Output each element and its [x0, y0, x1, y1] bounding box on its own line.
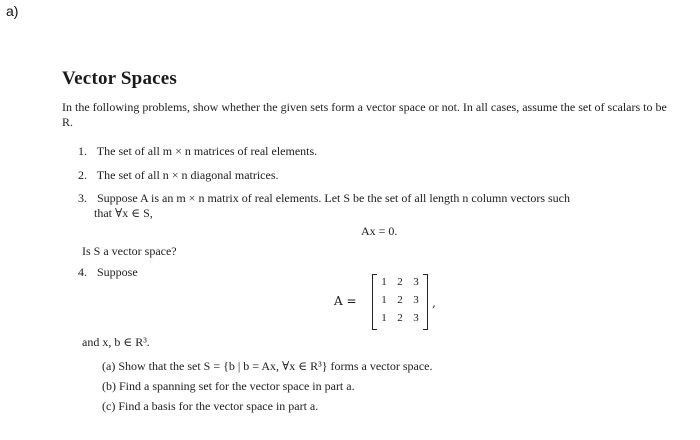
item-text: The set of all n × n diagonal matrices.: [96, 168, 279, 182]
subitem-label: (c): [102, 399, 116, 413]
matrix-cell: 1: [381, 312, 387, 324]
item-number: 4.: [78, 265, 87, 279]
and-line: and x, b ∈ R³.: [82, 335, 150, 349]
list-item-3: [78, 191, 674, 221]
matrix-trailing-comma: ,: [432, 296, 436, 310]
item-text-line2: that ∀x ∈ S,: [94, 206, 153, 220]
subitem-text: Find a basis for the vector space in part a.: [118, 399, 319, 413]
equation: Ax = 0.: [361, 224, 398, 238]
matrix-cell: 3: [413, 312, 419, 324]
matrix: [372, 274, 428, 330]
item-number: 1.: [78, 144, 87, 158]
subitem-a: [102, 359, 662, 374]
matrix-cell: 1: [381, 276, 387, 288]
subitem-text: Show that the set S = {b | b = Ax, ∀x ∈ R³} forms a vector space.: [118, 359, 433, 373]
question-text: Is S a vector space?: [82, 244, 177, 258]
item-number: 2.: [78, 168, 87, 182]
part-label: a): [6, 3, 19, 19]
matrix-cell: 2: [397, 312, 403, 324]
matrix-label: A =: [334, 294, 357, 308]
item-text: The set of all m × n matrices of real elements.: [96, 144, 318, 158]
list-item-1: [78, 144, 674, 159]
matrix-cell: 2: [397, 276, 403, 288]
subitem-text: Find a spanning set for the vector space in part a.: [119, 379, 355, 393]
item-number: 3.: [78, 191, 87, 205]
subitem-label: (b): [102, 379, 116, 393]
matrix-cell: 1: [381, 294, 387, 306]
subitem-c: [102, 399, 662, 414]
intro-paragraph: In the following problems, show whether the given sets form a vector space or not. In all cases, assume the set of scalars to be R.: [62, 100, 667, 129]
matrix-cell: 3: [413, 276, 419, 288]
subitem-label: (a): [102, 359, 116, 373]
item-text: Suppose: [97, 265, 138, 279]
section-heading: Vector Spaces: [62, 68, 178, 89]
left-bracket: [372, 274, 377, 330]
matrix-cell: 2: [397, 294, 403, 306]
list-item-2: [78, 168, 674, 183]
matrix-cell: 3: [413, 294, 419, 306]
right-bracket: [423, 274, 428, 330]
item-text-line1: Suppose A is an m × n matrix of real elements. Let S be the set of all length n column vectors such: [97, 191, 571, 205]
subitem-b: [102, 379, 662, 394]
